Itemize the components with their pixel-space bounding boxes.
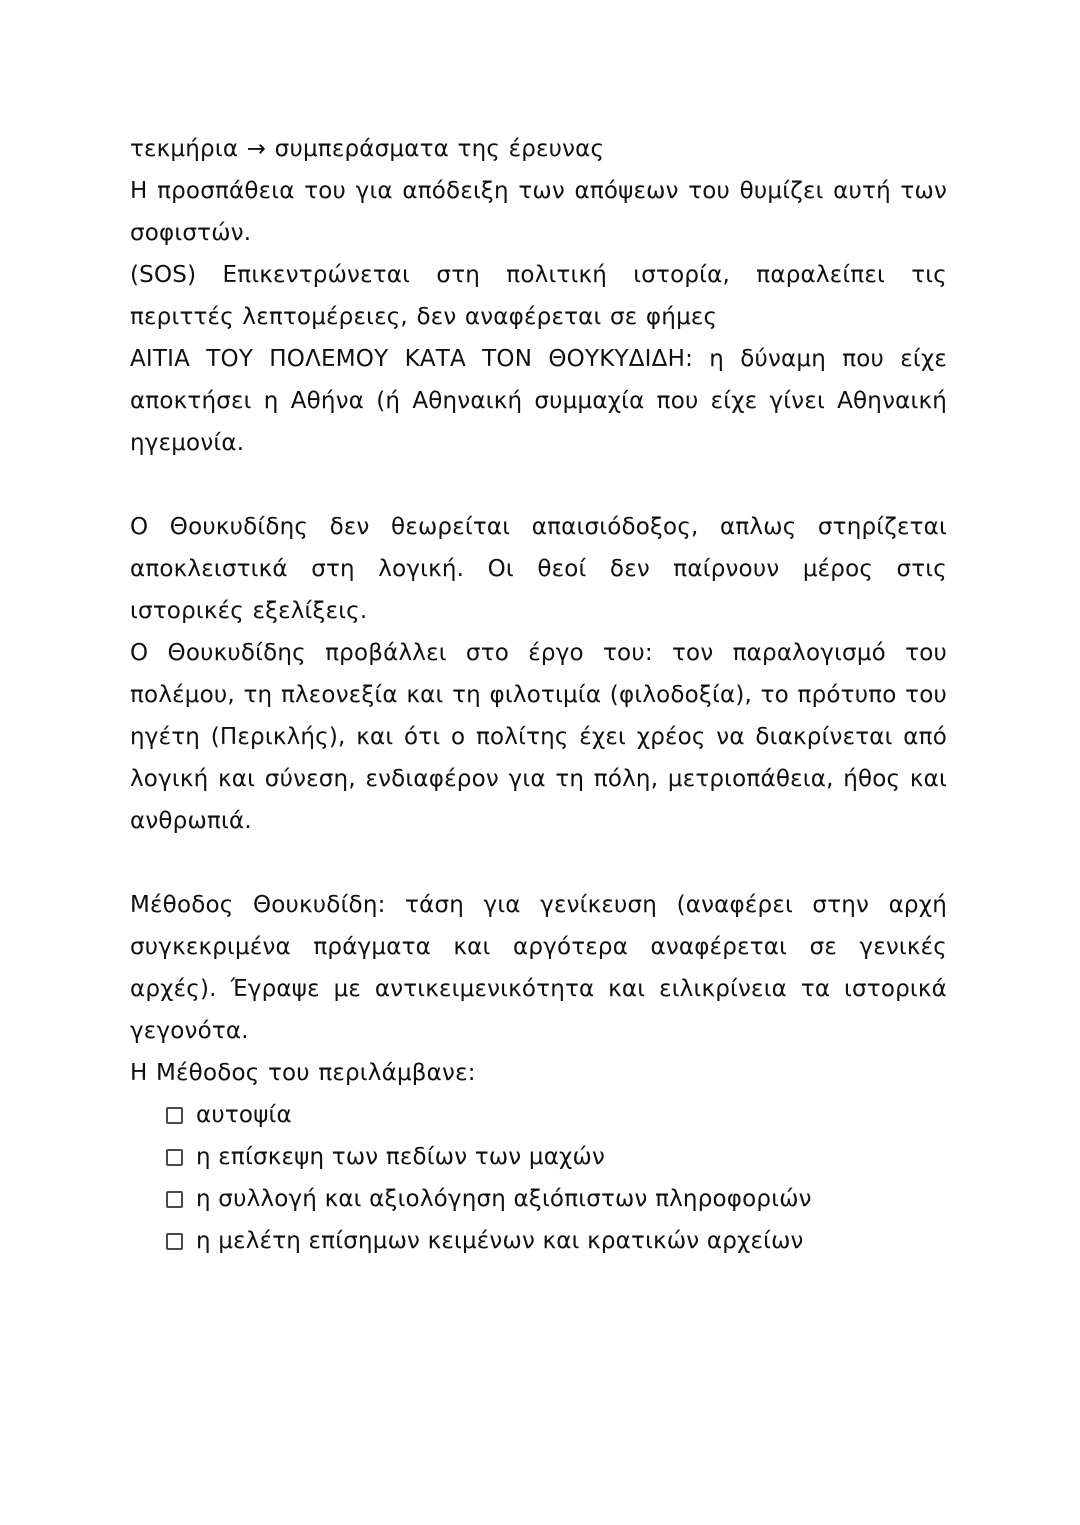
- list-item: [166, 1136, 947, 1178]
- list-item-text: η επίσκεψη των πεδίων των μαχών: [196, 1144, 606, 1170]
- paragraph-apaisiodoxos: Ο Θουκυδίδης δεν θεωρείται απαισιόδοξος, απλως στηρίζεται αποκλειστικά στη λογική. Οι θεοί δεν παίρνουν μέρος στις ιστορικές εξελίξεις.: [130, 514, 947, 624]
- list-item: [166, 1094, 947, 1136]
- checkbox-icon: [166, 1149, 183, 1166]
- paragraph-aitia-polemou: ΑΙΤΙΑ ΤΟΥ ΠΟΛΕΜΟΥ ΚΑΤΑ ΤΟΝ ΘΟΥΚΥΔΙΔΗ: η δύναμη που είχε αποκτήσει η Αθήνα (ή Αθηναική συμμαχία που είχε γίνει Αθηναική ηγεμονία.: [130, 346, 947, 456]
- checkbox-icon: [166, 1107, 183, 1124]
- list-item-text: η συλλογή και αξιολόγηση αξιόπιστων πληροφοριών: [196, 1186, 812, 1212]
- paragraph-sos-note: (SOS) Επικεντρώνεται στη πολιτική ιστορία, παραλείπει τις περιττές λεπτομέρειες, δεν αναφέρεται σε φήμες: [130, 262, 947, 330]
- checkbox-icon: [166, 1191, 183, 1208]
- list-item-text: αυτοψία: [196, 1102, 292, 1128]
- method-list: [130, 1094, 947, 1262]
- checkbox-icon: [166, 1233, 183, 1250]
- paragraph-provallei-ergo: Ο Θουκυδίδης προβάλλει στο έργο του: τον παραλογισμό του πολέμου, τη πλεονεξία και τη φιλοτιμία (φιλοδοξία), το πρότυπο του ηγέτη (Περικλής), και ότι ο πολίτης έχει χρέος να διακρίνεται από λογική και σύνεση, ενδιαφέρον για τη πόλη, μετριοπάθεια, ήθος και ανθρωπιά.: [130, 640, 947, 834]
- paragraph-tekmiria-arrow: τεκμήρια → συμπεράσματα της έρευνας: [130, 136, 605, 162]
- paragraph-prospatheia: Η προσπάθεια του για απόδειξη των απόψεων του θυμίζει αυτή των σοφιστών.: [130, 178, 947, 246]
- paragraph-methodos-perilamvane: Η Μέθοδος του περιλάμβανε:: [130, 1060, 476, 1086]
- list-item: [166, 1178, 947, 1220]
- list-item: [166, 1220, 947, 1262]
- list-item-text: η μελέτη επίσημων κειμένων και κρατικών αρχείων: [196, 1228, 804, 1254]
- paragraph-methodos-genikeysi: Μέθοδος Θουκυδίδη: τάση για γενίκευση (αναφέρει στην αρχή συγκεκριμένα πράγματα και αργότερα αναφέρεται σε γενικές αρχές). Έγραψε με αντικειμενικότητα και ειλικρίνεια τα ιστορικά γεγονότα.: [130, 892, 947, 1044]
